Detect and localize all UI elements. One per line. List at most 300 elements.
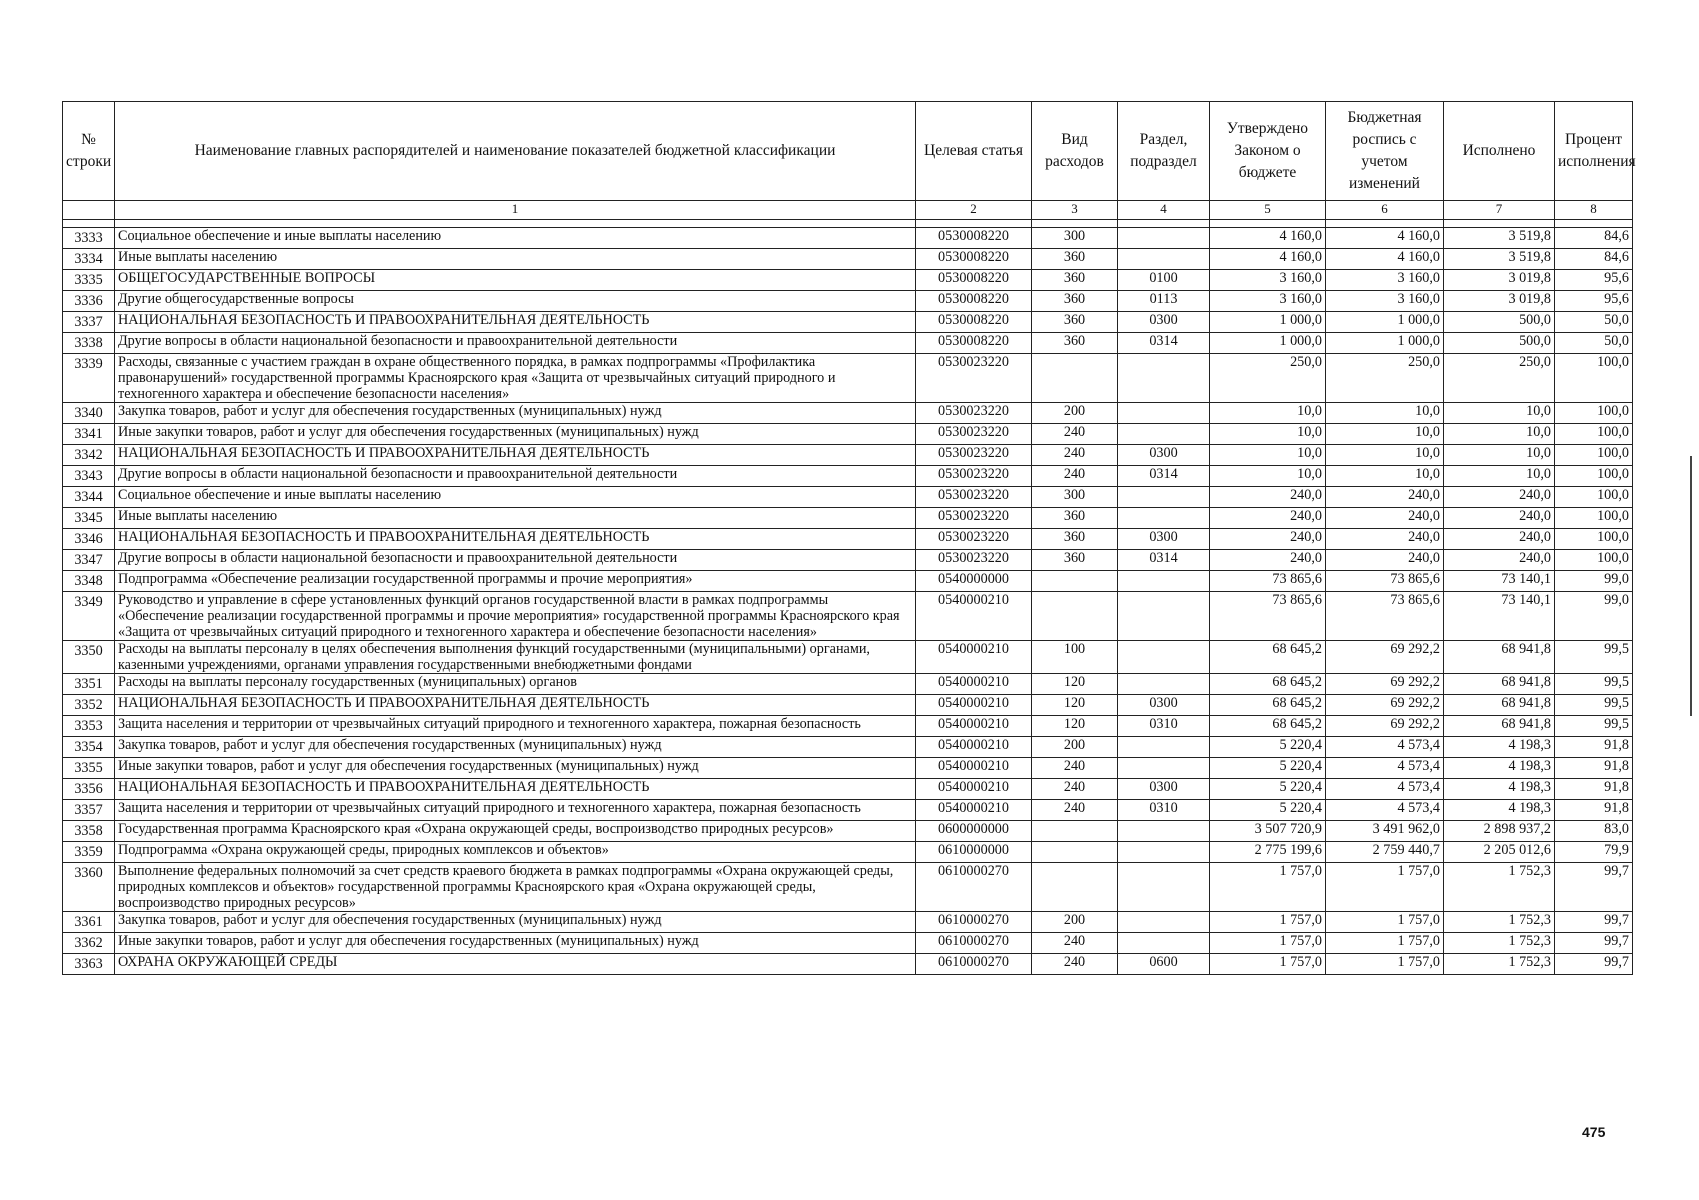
budget-amount: 69 292,2 [1326, 641, 1444, 674]
executed-amount: 240,0 [1444, 550, 1555, 571]
executed-amount: 4 198,3 [1444, 800, 1555, 821]
section-code [1118, 571, 1210, 592]
percent-value: 91,8 [1555, 779, 1633, 800]
budget-amount: 1 000,0 [1326, 333, 1444, 354]
approved-amount: 250,0 [1210, 354, 1326, 403]
executed-amount: 4 198,3 [1444, 779, 1555, 800]
target-article: 0540000210 [916, 592, 1032, 641]
executed-amount: 3 019,8 [1444, 270, 1555, 291]
table-row [63, 508, 1633, 529]
expense-type: 240 [1032, 466, 1118, 487]
header-name: Наименование главных распорядителей и наименование показателей бюджетной классификации [115, 102, 916, 201]
column-number: 3 [1032, 201, 1118, 220]
section-code: 0300 [1118, 695, 1210, 716]
row-number: 3342 [63, 445, 115, 466]
row-name: Иные закупки товаров, работ и услуг для обеспечения государственных (муниципальных) нужд [115, 933, 916, 954]
section-code: 0310 [1118, 800, 1210, 821]
percent-value: 99,7 [1555, 912, 1633, 933]
section-code [1118, 487, 1210, 508]
expense-type [1032, 821, 1118, 842]
header-row-number: № строки [63, 102, 115, 201]
budget-amount: 3 491 962,0 [1326, 821, 1444, 842]
target-article: 0540000210 [916, 695, 1032, 716]
budget-amount: 4 160,0 [1326, 228, 1444, 249]
budget-amount: 69 292,2 [1326, 674, 1444, 695]
executed-amount: 3 519,8 [1444, 249, 1555, 270]
budget-amount: 1 757,0 [1326, 863, 1444, 912]
row-number: 3351 [63, 674, 115, 695]
percent-value: 83,0 [1555, 821, 1633, 842]
executed-amount: 1 752,3 [1444, 863, 1555, 912]
expense-type: 360 [1032, 270, 1118, 291]
section-code [1118, 508, 1210, 529]
percent-value: 99,5 [1555, 716, 1633, 737]
target-article: 0610000000 [916, 842, 1032, 863]
expense-type: 200 [1032, 737, 1118, 758]
percent-value: 99,5 [1555, 641, 1633, 674]
target-article: 0530023220 [916, 550, 1032, 571]
table-row [63, 466, 1633, 487]
expense-type [1032, 592, 1118, 641]
percent-value: 95,6 [1555, 291, 1633, 312]
budget-amount: 73 865,6 [1326, 571, 1444, 592]
budget-amount: 3 160,0 [1326, 270, 1444, 291]
table-row [63, 550, 1633, 571]
percent-value: 84,6 [1555, 228, 1633, 249]
approved-amount: 10,0 [1210, 424, 1326, 445]
approved-amount: 10,0 [1210, 445, 1326, 466]
executed-amount: 500,0 [1444, 312, 1555, 333]
section-code [1118, 424, 1210, 445]
executed-amount: 1 752,3 [1444, 933, 1555, 954]
expense-type: 360 [1032, 508, 1118, 529]
approved-amount: 10,0 [1210, 403, 1326, 424]
header-percent: Процент исполнения [1555, 102, 1633, 201]
target-article: 0530023220 [916, 466, 1032, 487]
table-row [63, 291, 1633, 312]
expense-type: 360 [1032, 291, 1118, 312]
section-code [1118, 674, 1210, 695]
target-article: 0540000000 [916, 571, 1032, 592]
budget-amount: 4 160,0 [1326, 249, 1444, 270]
table-row [63, 912, 1633, 933]
target-article: 0600000000 [916, 821, 1032, 842]
budget-amount: 4 573,4 [1326, 800, 1444, 821]
table-row [63, 529, 1633, 550]
approved-amount: 3 160,0 [1210, 270, 1326, 291]
row-number: 3338 [63, 333, 115, 354]
target-article: 0610000270 [916, 954, 1032, 975]
expense-type: 360 [1032, 333, 1118, 354]
approved-amount: 5 220,4 [1210, 779, 1326, 800]
percent-value: 100,0 [1555, 487, 1633, 508]
approved-amount: 5 220,4 [1210, 800, 1326, 821]
target-article: 0530008220 [916, 333, 1032, 354]
row-number: 3348 [63, 571, 115, 592]
table-row [63, 592, 1633, 641]
row-number: 3341 [63, 424, 115, 445]
section-code: 0310 [1118, 716, 1210, 737]
expense-type: 120 [1032, 695, 1118, 716]
table-row [63, 674, 1633, 695]
budget-amount: 240,0 [1326, 529, 1444, 550]
budget-amount: 250,0 [1326, 354, 1444, 403]
row-name: НАЦИОНАЛЬНАЯ БЕЗОПАСНОСТЬ И ПРАВООХРАНИТЕЛЬНАЯ ДЕЯТЕЛЬНОСТЬ [115, 779, 916, 800]
executed-amount: 73 140,1 [1444, 571, 1555, 592]
expense-type: 240 [1032, 424, 1118, 445]
executed-amount: 10,0 [1444, 424, 1555, 445]
approved-amount: 68 645,2 [1210, 641, 1326, 674]
executed-amount: 1 752,3 [1444, 954, 1555, 975]
section-code [1118, 737, 1210, 758]
target-article: 0540000210 [916, 641, 1032, 674]
approved-amount: 68 645,2 [1210, 674, 1326, 695]
table-row [63, 641, 1633, 674]
percent-value: 100,0 [1555, 403, 1633, 424]
row-number: 3349 [63, 592, 115, 641]
expense-type: 200 [1032, 912, 1118, 933]
row-name: Социальное обеспечение и иные выплаты населению [115, 228, 916, 249]
table-body [63, 220, 1633, 975]
executed-amount: 4 198,3 [1444, 737, 1555, 758]
budget-amount: 1 757,0 [1326, 954, 1444, 975]
executed-amount: 73 140,1 [1444, 592, 1555, 641]
percent-value: 50,0 [1555, 312, 1633, 333]
section-code: 0314 [1118, 466, 1210, 487]
section-code [1118, 403, 1210, 424]
column-number [63, 201, 115, 220]
budget-amount: 10,0 [1326, 466, 1444, 487]
row-number: 3333 [63, 228, 115, 249]
section-code [1118, 249, 1210, 270]
approved-amount: 73 865,6 [1210, 592, 1326, 641]
table-row [63, 487, 1633, 508]
section-code [1118, 758, 1210, 779]
section-code [1118, 641, 1210, 674]
table-row [63, 821, 1633, 842]
row-number: 3334 [63, 249, 115, 270]
budget-amount: 240,0 [1326, 487, 1444, 508]
header-expense-type: Вид расходов [1032, 102, 1118, 201]
row-name: НАЦИОНАЛЬНАЯ БЕЗОПАСНОСТЬ И ПРАВООХРАНИТЕЛЬНАЯ ДЕЯТЕЛЬНОСТЬ [115, 312, 916, 333]
target-article: 0610000270 [916, 912, 1032, 933]
row-name: Социальное обеспечение и иные выплаты населению [115, 487, 916, 508]
table-row [63, 249, 1633, 270]
row-name: Защита населения и территории от чрезвычайных ситуаций природного и техногенного характера, пожарная безопасность [115, 800, 916, 821]
row-name: Другие вопросы в области национальной безопасности и правоохранительной деятельности [115, 466, 916, 487]
table-row [63, 354, 1633, 403]
row-number: 3358 [63, 821, 115, 842]
executed-amount: 1 752,3 [1444, 912, 1555, 933]
table-row [63, 800, 1633, 821]
row-number: 3352 [63, 695, 115, 716]
percent-value: 100,0 [1555, 529, 1633, 550]
approved-amount: 240,0 [1210, 508, 1326, 529]
target-article: 0540000210 [916, 779, 1032, 800]
row-name: Расходы на выплаты персоналу государственных (муниципальных) органов [115, 674, 916, 695]
expense-type [1032, 842, 1118, 863]
column-number: 5 [1210, 201, 1326, 220]
budget-amount: 69 292,2 [1326, 695, 1444, 716]
column-number: 6 [1326, 201, 1444, 220]
percent-value: 99,7 [1555, 863, 1633, 912]
row-number: 3363 [63, 954, 115, 975]
table-row [63, 333, 1633, 354]
row-name: Закупка товаров, работ и услуг для обеспечения государственных (муниципальных) нужд [115, 737, 916, 758]
approved-amount: 1 757,0 [1210, 954, 1326, 975]
budget-amount: 10,0 [1326, 445, 1444, 466]
section-code: 0300 [1118, 312, 1210, 333]
budget-amount: 2 759 440,7 [1326, 842, 1444, 863]
row-number: 3347 [63, 550, 115, 571]
target-article: 0530008220 [916, 249, 1032, 270]
percent-value: 99,0 [1555, 592, 1633, 641]
executed-amount: 2 898 937,2 [1444, 821, 1555, 842]
budget-amount: 3 160,0 [1326, 291, 1444, 312]
executed-amount: 68 941,8 [1444, 674, 1555, 695]
row-number: 3345 [63, 508, 115, 529]
executed-amount: 68 941,8 [1444, 716, 1555, 737]
row-number: 3336 [63, 291, 115, 312]
target-article: 0540000210 [916, 758, 1032, 779]
percent-value: 95,6 [1555, 270, 1633, 291]
executed-amount: 10,0 [1444, 445, 1555, 466]
executed-amount: 240,0 [1444, 487, 1555, 508]
section-code [1118, 912, 1210, 933]
row-number: 3353 [63, 716, 115, 737]
expense-type: 360 [1032, 249, 1118, 270]
row-number: 3337 [63, 312, 115, 333]
header-section: Раздел, подраздел [1118, 102, 1210, 201]
row-name: Подпрограмма «Обеспечение реализации государственной программы и прочие мероприятия» [115, 571, 916, 592]
approved-amount: 3 160,0 [1210, 291, 1326, 312]
row-name: Иные выплаты населению [115, 249, 916, 270]
table-row [63, 863, 1633, 912]
section-code [1118, 863, 1210, 912]
executed-amount: 4 198,3 [1444, 758, 1555, 779]
expense-type: 120 [1032, 674, 1118, 695]
percent-value: 84,6 [1555, 249, 1633, 270]
target-article: 0530023220 [916, 529, 1032, 550]
expense-type: 100 [1032, 641, 1118, 674]
target-article: 0540000210 [916, 737, 1032, 758]
percent-value: 99,7 [1555, 933, 1633, 954]
approved-amount: 1 757,0 [1210, 863, 1326, 912]
row-name: Другие вопросы в области национальной безопасности и правоохранительной деятельности [115, 550, 916, 571]
target-article: 0530023220 [916, 445, 1032, 466]
executed-amount: 68 941,8 [1444, 641, 1555, 674]
row-name: Государственная программа Красноярского края «Охрана окружающей среды, воспроизводство природных ресурсов» [115, 821, 916, 842]
row-name: Подпрограмма «Охрана окружающей среды, природных комплексов и объектов» [115, 842, 916, 863]
executed-amount: 10,0 [1444, 466, 1555, 487]
row-name: НАЦИОНАЛЬНАЯ БЕЗОПАСНОСТЬ И ПРАВООХРАНИТЕЛЬНАЯ ДЕЯТЕЛЬНОСТЬ [115, 529, 916, 550]
section-code: 0113 [1118, 291, 1210, 312]
row-name: ОХРАНА ОКРУЖАЮЩЕЙ СРЕДЫ [115, 954, 916, 975]
column-number: 7 [1444, 201, 1555, 220]
row-name: Другие общегосударственные вопросы [115, 291, 916, 312]
target-article: 0530008220 [916, 270, 1032, 291]
expense-type: 240 [1032, 445, 1118, 466]
expense-type: 240 [1032, 758, 1118, 779]
budget-amount: 240,0 [1326, 550, 1444, 571]
row-name: Иные закупки товаров, работ и услуг для обеспечения государственных (муниципальных) нужд [115, 758, 916, 779]
table-row [63, 403, 1633, 424]
row-name: Защита населения и территории от чрезвычайных ситуаций природного и техногенного характера, пожарная безопасность [115, 716, 916, 737]
approved-amount: 68 645,2 [1210, 695, 1326, 716]
section-code: 0314 [1118, 333, 1210, 354]
target-article: 0530008220 [916, 312, 1032, 333]
row-name: Иные закупки товаров, работ и услуг для обеспечения государственных (муниципальных) нужд [115, 424, 916, 445]
budget-amount: 1 757,0 [1326, 933, 1444, 954]
percent-value: 99,5 [1555, 695, 1633, 716]
percent-value: 91,8 [1555, 800, 1633, 821]
expense-type: 360 [1032, 312, 1118, 333]
row-number: 3360 [63, 863, 115, 912]
approved-amount: 240,0 [1210, 550, 1326, 571]
spacer-row [63, 220, 1633, 228]
row-number: 3355 [63, 758, 115, 779]
table-row [63, 779, 1633, 800]
approved-amount: 4 160,0 [1210, 228, 1326, 249]
expense-type: 200 [1032, 403, 1118, 424]
executed-amount: 250,0 [1444, 354, 1555, 403]
column-number: 8 [1555, 201, 1633, 220]
approved-amount: 73 865,6 [1210, 571, 1326, 592]
target-article: 0540000210 [916, 674, 1032, 695]
column-number: 1 [115, 201, 916, 220]
percent-value: 50,0 [1555, 333, 1633, 354]
table-row [63, 954, 1633, 975]
section-code: 0100 [1118, 270, 1210, 291]
approved-amount: 1 000,0 [1210, 312, 1326, 333]
target-article: 0530023220 [916, 487, 1032, 508]
target-article: 0530023220 [916, 354, 1032, 403]
expense-type: 300 [1032, 487, 1118, 508]
table-row [63, 933, 1633, 954]
expense-type: 360 [1032, 529, 1118, 550]
approved-amount: 240,0 [1210, 529, 1326, 550]
expense-type [1032, 863, 1118, 912]
executed-amount: 240,0 [1444, 508, 1555, 529]
section-code [1118, 842, 1210, 863]
section-code [1118, 592, 1210, 641]
column-number: 2 [916, 201, 1032, 220]
row-name: Другие вопросы в области национальной безопасности и правоохранительной деятельности [115, 333, 916, 354]
header-approved: Утверждено Законом о бюджете [1210, 102, 1326, 201]
row-number: 3354 [63, 737, 115, 758]
expense-type: 360 [1032, 550, 1118, 571]
row-name: ОБЩЕГОСУДАРСТВЕННЫЕ ВОПРОСЫ [115, 270, 916, 291]
expense-type [1032, 354, 1118, 403]
row-number: 3340 [63, 403, 115, 424]
section-code: 0300 [1118, 529, 1210, 550]
executed-amount: 2 205 012,6 [1444, 842, 1555, 863]
budget-amount: 69 292,2 [1326, 716, 1444, 737]
percent-value: 99,0 [1555, 571, 1633, 592]
target-article: 0530008220 [916, 291, 1032, 312]
row-number: 3346 [63, 529, 115, 550]
column-number: 4 [1118, 201, 1210, 220]
budget-amount: 240,0 [1326, 508, 1444, 529]
budget-amount: 10,0 [1326, 403, 1444, 424]
expense-type [1032, 571, 1118, 592]
table-row [63, 842, 1633, 863]
target-article: 0530008220 [916, 228, 1032, 249]
scan-edge-mark [1690, 456, 1692, 716]
percent-value: 100,0 [1555, 354, 1633, 403]
target-article: 0530023220 [916, 424, 1032, 445]
section-code: 0314 [1118, 550, 1210, 571]
approved-amount: 5 220,4 [1210, 737, 1326, 758]
row-name: НАЦИОНАЛЬНАЯ БЕЗОПАСНОСТЬ И ПРАВООХРАНИТЕЛЬНАЯ ДЕЯТЕЛЬНОСТЬ [115, 445, 916, 466]
executed-amount: 500,0 [1444, 333, 1555, 354]
page-number: 475 [1582, 1124, 1606, 1140]
table-row [63, 312, 1633, 333]
table-header [63, 102, 1636, 220]
target-article: 0530023220 [916, 508, 1032, 529]
row-name: Выполнение федеральных полномочий за счет средств краевого бюджета в рамках подпрограммы «Охрана окружающей среды, природных комплексов и объектов» государственной программы Красноярского края «Охрана окружающей среды, воспроизводство природных ресурсов» [115, 863, 916, 912]
table-row [63, 716, 1633, 737]
budget-amount: 4 573,4 [1326, 758, 1444, 779]
approved-amount: 4 160,0 [1210, 249, 1326, 270]
section-code: 0300 [1118, 445, 1210, 466]
table-row [63, 758, 1633, 779]
row-name: Иные выплаты населению [115, 508, 916, 529]
expense-type: 240 [1032, 954, 1118, 975]
expense-type: 120 [1032, 716, 1118, 737]
budget-table [62, 101, 1636, 975]
percent-value: 91,8 [1555, 737, 1633, 758]
approved-amount: 1 757,0 [1210, 912, 1326, 933]
approved-amount: 1 000,0 [1210, 333, 1326, 354]
percent-value: 100,0 [1555, 424, 1633, 445]
section-code [1118, 228, 1210, 249]
percent-value: 100,0 [1555, 508, 1633, 529]
target-article: 0540000210 [916, 716, 1032, 737]
table-row [63, 737, 1633, 758]
percent-value: 100,0 [1555, 445, 1633, 466]
row-name: Закупка товаров, работ и услуг для обеспечения государственных (муниципальных) нужд [115, 403, 916, 424]
header-executed: Исполнено [1444, 102, 1555, 201]
section-code [1118, 933, 1210, 954]
expense-type: 300 [1032, 228, 1118, 249]
executed-amount: 68 941,8 [1444, 695, 1555, 716]
section-code: 0600 [1118, 954, 1210, 975]
row-name: НАЦИОНАЛЬНАЯ БЕЗОПАСНОСТЬ И ПРАВООХРАНИТЕЛЬНАЯ ДЕЯТЕЛЬНОСТЬ [115, 695, 916, 716]
percent-value: 91,8 [1555, 758, 1633, 779]
section-code [1118, 354, 1210, 403]
approved-amount: 10,0 [1210, 466, 1326, 487]
executed-amount: 3 019,8 [1444, 291, 1555, 312]
row-name: Закупка товаров, работ и услуг для обеспечения государственных (муниципальных) нужд [115, 912, 916, 933]
approved-amount: 1 757,0 [1210, 933, 1326, 954]
expense-type: 240 [1032, 779, 1118, 800]
row-number: 3359 [63, 842, 115, 863]
row-number: 3343 [63, 466, 115, 487]
column-numbers-row [63, 201, 1633, 220]
row-number: 3356 [63, 779, 115, 800]
row-name: Руководство и управление в сфере установленных функций органов государственной власти в рамках подпрограммы «Обеспечение реализации государственной программы и прочие мероприятия» государственной программы Красноярского края «Защита от чрезвычайных ситуаций природного и техногенного характера и обеспечение безопасности населения» [115, 592, 916, 641]
target-article: 0610000270 [916, 933, 1032, 954]
table-row [63, 445, 1633, 466]
expense-type: 240 [1032, 933, 1118, 954]
section-code [1118, 821, 1210, 842]
approved-amount: 5 220,4 [1210, 758, 1326, 779]
approved-amount: 68 645,2 [1210, 716, 1326, 737]
target-article: 0610000270 [916, 863, 1032, 912]
table-row [63, 695, 1633, 716]
budget-amount: 10,0 [1326, 424, 1444, 445]
